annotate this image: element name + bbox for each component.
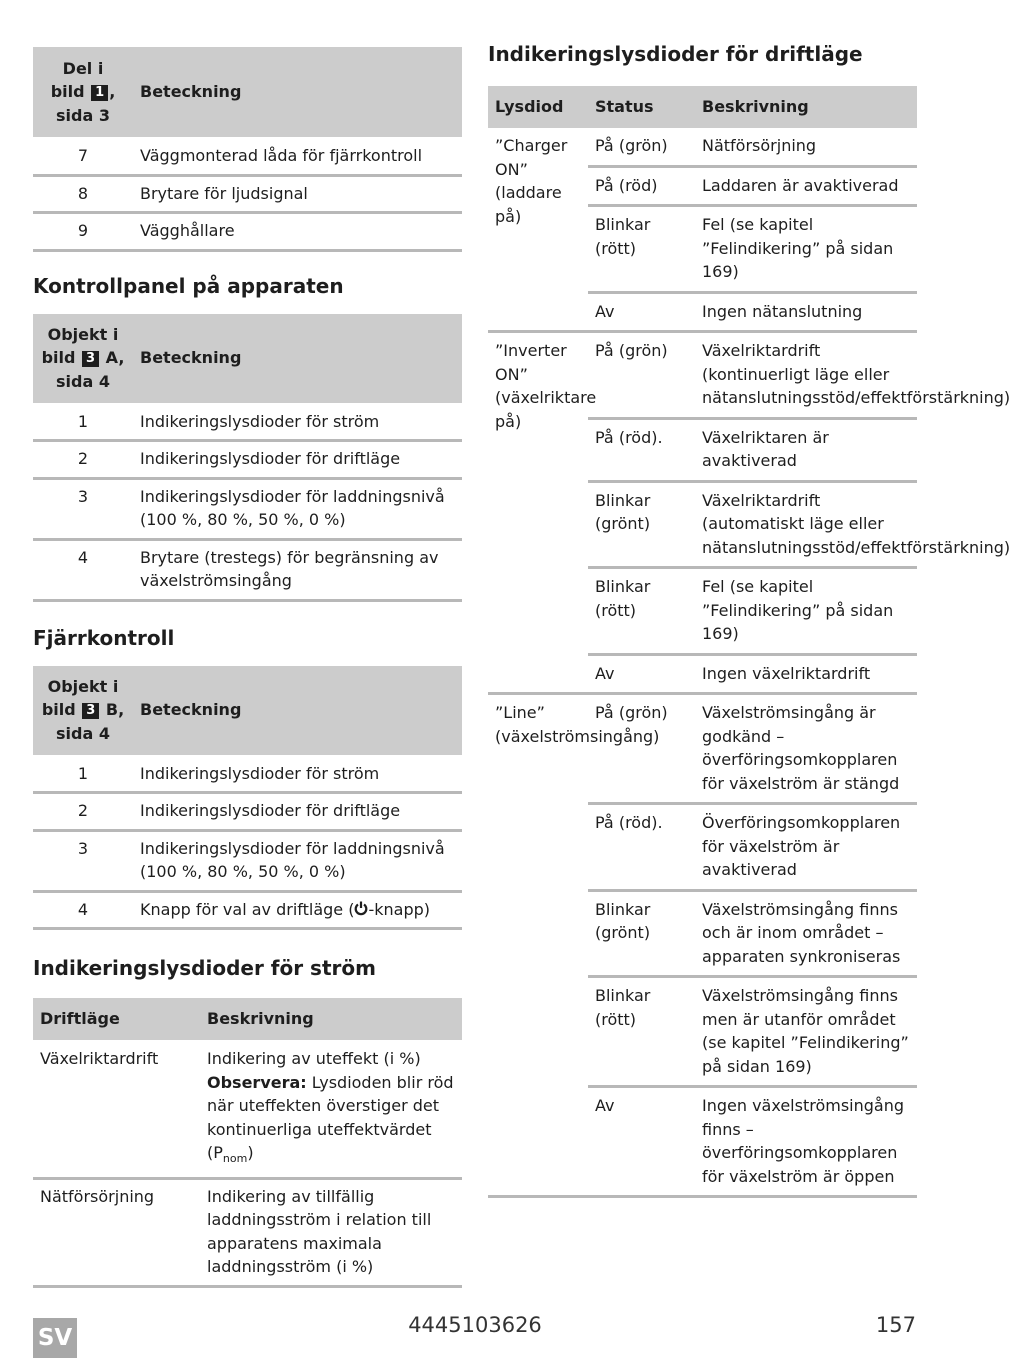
row-number: 4 [33, 891, 133, 929]
row-description: Växelriktardrift (kontinuerligt läge eller nätanslutningsstöd/effektförstärkning) [695, 332, 917, 419]
table-row [33, 1040, 462, 1178]
table-header [33, 666, 462, 755]
table-header [33, 314, 462, 403]
row-status: Blinkar (rött) [588, 206, 695, 293]
row-status: Av [588, 654, 695, 694]
header-text: sida 4 [56, 723, 110, 743]
row-description: Fel (se kapitel ”Felindikering” på sidan 169) [695, 568, 917, 655]
header-designation: Beteckning [133, 47, 462, 137]
header-text: A, [105, 348, 125, 368]
row-description [200, 1040, 462, 1178]
header-description: Beskrivning [200, 998, 462, 1040]
figure-badge: 3 [82, 351, 99, 367]
note-label: Observera: [207, 1072, 307, 1092]
row-status: På (röd). [588, 804, 695, 891]
figure-badge: 1 [91, 85, 108, 101]
row-text: Indikeringslysdioder för driftläge [133, 441, 462, 479]
row-status: På (grön) [588, 332, 695, 419]
table-header [488, 86, 917, 128]
row-number: 3 [33, 830, 133, 891]
row-number: 1 [33, 403, 133, 441]
row-number: 2 [33, 441, 133, 479]
row-status: På (röd) [588, 166, 695, 206]
note-subscript: nom [222, 1152, 248, 1166]
description-text: Indikering av uteffekt (i %) [207, 1049, 421, 1068]
table-header [33, 47, 462, 137]
led-name: ”Line” (växelströmsingång) [488, 694, 588, 1197]
header-text: bild [41, 348, 76, 368]
row-text: Indikeringslysdioder för laddningsnivå (100 %, 80 %, 50 %, 0 %) [133, 830, 462, 891]
row-description: Överföringsomkopplaren för växelström är avaktiverad [695, 804, 917, 891]
header-text: bild [41, 700, 76, 720]
header-mode: Driftläge [33, 998, 200, 1040]
right-column [488, 40, 1010, 1198]
mode-leds-table [488, 86, 1010, 1198]
header-text: Objekt i [47, 324, 119, 344]
row-description: Ingen nätanslutning [695, 292, 917, 332]
header-text: sida 4 [56, 371, 110, 391]
row-status: Blinkar (rött) [588, 568, 695, 655]
table-row [33, 403, 462, 441]
row-text: Brytare för ljudsignal [133, 175, 462, 213]
table-row [488, 694, 917, 804]
row-status: På (röd). [588, 418, 695, 481]
row-description: Ingen växelriktardrift [695, 654, 917, 694]
header-description: Beskrivning [695, 86, 917, 128]
table-row [33, 441, 462, 479]
row-description: Nätförsörjning [695, 128, 917, 166]
row-text: Brytare (trestegs) för begränsning av växelströmsingång [133, 539, 462, 600]
row-description: Växelströmsingång är godkänd – överföringsomkopplaren för växelström är stängd [695, 694, 917, 804]
header-led: Lysdiod [488, 86, 588, 128]
table-row [33, 830, 462, 891]
row-status: På (grön) [588, 128, 695, 166]
power-icon [354, 901, 368, 916]
header-status: Status [588, 86, 695, 128]
row-status: Blinkar (grönt) [588, 890, 695, 977]
row-status: Blinkar (rött) [588, 977, 695, 1087]
power-leds-table [33, 998, 462, 1288]
header-object-ref [33, 314, 133, 403]
row-description: Växelriktaren är avaktiverad [695, 418, 917, 481]
row-text: Indikeringslysdioder för driftläge [133, 793, 462, 831]
row-description: Indikering av tillfällig laddningsström i relation till apparatens maximala laddningsström (i %) [200, 1178, 462, 1286]
table-row [33, 478, 462, 539]
header-text: Del i [62, 58, 104, 78]
row-description: Växelriktardrift (automatiskt läge eller nätanslutningsstöd/effektförstärkning) [695, 481, 917, 568]
left-column [33, 47, 462, 1288]
table-row [33, 539, 462, 600]
table-header [33, 998, 462, 1040]
language-badge: SV [33, 1318, 77, 1358]
header-text: B, [105, 700, 125, 720]
document-number: 4445103626 [408, 1313, 542, 1337]
table-row [33, 793, 462, 831]
figure-badge: 3 [82, 703, 99, 719]
section-title: Fjärrkontroll [33, 625, 175, 650]
section-title: Kontrollpanel på apparaten [33, 273, 344, 298]
row-number: 8 [33, 175, 133, 213]
header-text: , [109, 82, 116, 102]
page-number: 157 [875, 1313, 916, 1337]
row-description: Växelströmsingång finns och är inom området – apparaten synkroniseras [695, 890, 917, 977]
row-description: Ingen växelströmsingång finns – överföringsomkopplaren för växelström är öppen [695, 1087, 917, 1197]
row-text: Vägghållare [133, 213, 462, 251]
row-mode: Nätförsörjning [33, 1178, 200, 1286]
table-row [33, 1178, 462, 1286]
header-text: Objekt i [47, 676, 119, 696]
row-number: 2 [33, 793, 133, 831]
row-number: 7 [33, 137, 133, 175]
row-number: 3 [33, 478, 133, 539]
section-title: Indikeringslysdioder för ström [33, 956, 376, 980]
row-status: Blinkar (grönt) [588, 481, 695, 568]
row-text: Indikeringslysdioder för ström [133, 403, 462, 441]
table-row [33, 175, 462, 213]
header-designation: Beteckning [133, 666, 462, 755]
row-number: 4 [33, 539, 133, 600]
row-text-part: Knapp för val av driftläge ( [140, 899, 355, 919]
row-description: Växelströmsingång finns men är utanför området (se kapitel ”Felindikering” på sidan 169) [695, 977, 917, 1087]
row-text: Väggmonterad låda för fjärrkontroll [133, 137, 462, 175]
row-number: 1 [33, 755, 133, 793]
remote-control-table [33, 666, 462, 931]
row-text: Indikeringslysdioder för ström [133, 755, 462, 793]
header-text: bild [50, 82, 85, 102]
table-row [488, 332, 917, 419]
row-mode: Växelriktardrift [33, 1040, 200, 1178]
note-text: Lysdioden blir röd när uteffekten överstiger det kontinuerliga uteffektvärdet (P [207, 1072, 454, 1162]
table-row [33, 891, 462, 929]
header-part-ref [33, 47, 133, 137]
led-name: ”Charger ON” (laddare på) [488, 128, 588, 332]
table-row [33, 137, 462, 175]
row-text-part: -knapp) [368, 899, 431, 919]
row-status: På (grön) [588, 694, 695, 804]
row-status: Av [588, 292, 695, 332]
row-text [133, 891, 462, 929]
row-description: Laddaren är avaktiverad [695, 166, 917, 206]
header-designation: Beteckning [133, 314, 462, 403]
header-text: sida 3 [56, 105, 110, 125]
table-row [33, 755, 462, 793]
section-title: Indikeringslysdioder för driftläge [488, 42, 863, 66]
parts-table [33, 47, 462, 252]
table-row [33, 213, 462, 251]
row-status: Av [588, 1087, 695, 1197]
table-row [488, 128, 917, 166]
note-text: ) [247, 1143, 254, 1162]
control-panel-table [33, 314, 462, 602]
row-number: 9 [33, 213, 133, 251]
header-object-ref [33, 666, 133, 755]
row-description: Fel (se kapitel ”Felindikering” på sidan 169) [695, 206, 917, 293]
led-name: ”Inverter ON” (växelriktare på) [488, 332, 588, 694]
row-text: Indikeringslysdioder för laddningsnivå (100 %, 80 %, 50 %, 0 %) [133, 478, 462, 539]
